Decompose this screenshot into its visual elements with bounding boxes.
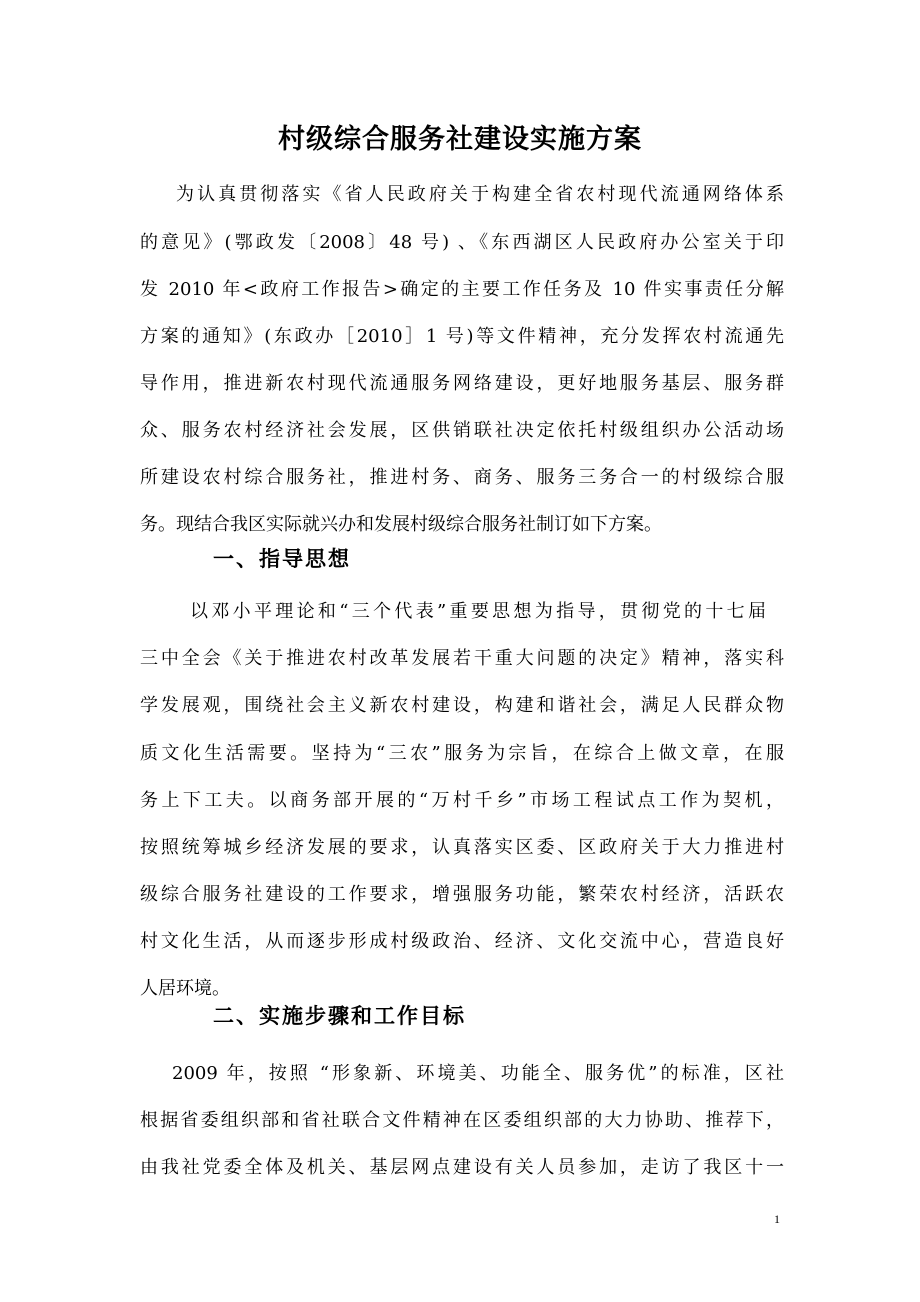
intro-line-2: 的意见》(鄂政发〔2008〕48 号) 、《东西湖区人民政府办公室关于印 [140, 232, 784, 253]
section2-line-2: 根据省委组织部和省社联合文件精神在区委组织部的大力协助、推荐下， [140, 1110, 784, 1131]
section1-line-6: 按照统筹城乡经济发展的要求，认真落实区委、区政府关于大力推进村 [140, 837, 784, 858]
page-number: 1 [774, 1212, 780, 1226]
intro-line-5: 导作用，推进新农村现代流通服务网络建设，更好地服务基层、服务群 [140, 373, 784, 394]
section1-line-9: 人居环境。 [140, 978, 230, 999]
section1-line-1: 以邓小平理论和“三个代表”重要思想为指导，贯彻党的十七届 [190, 601, 766, 622]
section-heading-2: 二、实施步骤和工作目标 [213, 1004, 466, 1028]
intro-line-7: 所建设农村综合服务社，推进村务、商务、服务三务合一的村级综合服 [140, 467, 784, 488]
section1-line-7: 级综合服务社建设的工作要求，增强服务功能，繁荣农村经济，活跃农 [140, 884, 784, 905]
section1-line-4: 质文化生活需要。坚持为“三农”服务为宗旨，在综合上做文章，在服 [140, 743, 784, 764]
intro-line-4: 方案的通知》(东政办［2010］1 号)等文件精神，充分发挥农村流通先 [140, 326, 784, 347]
document-title: 村级综合服务社建设实施方案 [278, 124, 642, 155]
intro-line-1: 为认真贯彻落实《省人民政府关于构建全省农村现代流通网络体系 [176, 184, 784, 205]
section1-line-8: 村文化生活，从而逐步形成村级政治、经济、文化交流中心，营造良好 [140, 931, 784, 952]
section2-line-1: 2009 年，按照 “形象新、环境美、功能全、服务优”的标准，区社 [172, 1063, 784, 1084]
intro-line-6: 众、服务农村经济社会发展，区供销联社决定依托村级组织办公活动场 [140, 420, 784, 441]
section1-line-2: 三中全会《关于推进农村改革发展若干重大问题的决定》精神，落实科 [140, 648, 784, 669]
section2-line-3: 由我社党委全体及机关、基层网点建设有关人员参加，走访了我区十一 [140, 1157, 784, 1178]
intro-line-3: 发 2010 年<政府工作报告>确定的主要工作任务及 10 件实事责任分解 [140, 279, 784, 300]
section1-line-5: 务上下工夫。以商务部开展的“万村千乡”市场工程试点工作为契机， [140, 790, 784, 811]
intro-line-8: 务。现结合我区实际就兴办和发展村级综合服务社制订如下方案。 [140, 514, 662, 535]
section1-line-3: 学发展观，围绕社会主义新农村建设，构建和谐社会，满足人民群众物 [140, 695, 784, 716]
section-heading-1: 一、指导思想 [213, 547, 351, 571]
